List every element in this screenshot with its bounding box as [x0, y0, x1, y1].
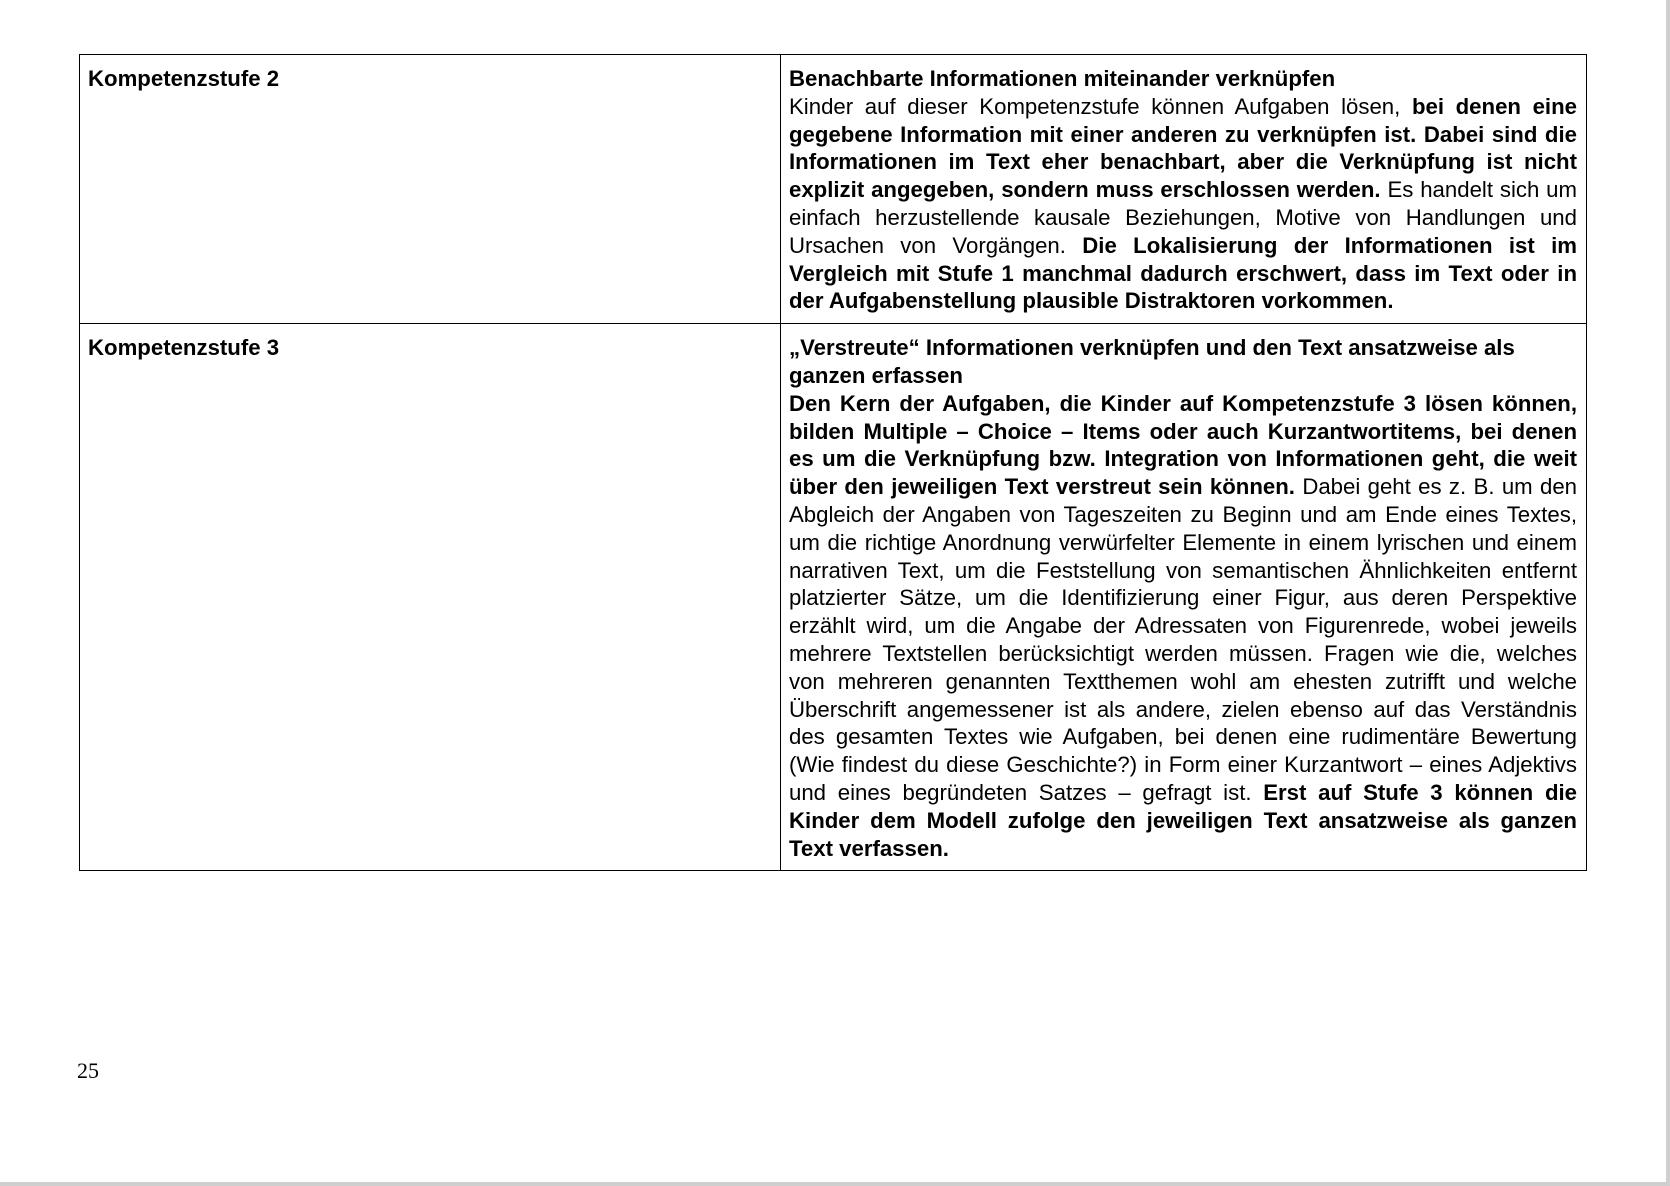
- competency-table: [79, 54, 1587, 871]
- description-cell: [781, 55, 1587, 324]
- level-cell: [80, 55, 781, 324]
- description-text: Es handelt sich um einfach herzustellende kausale Beziehungen, Motive von Handlungen und Ursachen von Vorgängen.: [789, 177, 1577, 258]
- level-label: Kompetenzstufe 2: [88, 66, 280, 91]
- description-text: Dabei geht es z. B. um den Abgleich der Angaben von Tageszeiten zu Beginn und am Ende eines Textes, um die richtige Anordnung verwürfelter Elemente in einem lyrischen und einem narrativen Text, um die Feststellung von semantischen Ähnlichkeiten entfernt platzierter Sätze, um die Identifizierung einer Figur, aus deren Perspektive erzählt wird, um die Angabe der Adressaten von Figurenrede, wobei jeweils mehrere Textstellen berücksichtigt werden müssen. Fragen wie die, welches von mehreren genannten Textthemen wohl am ehesten zutrifft und welche Überschrift angemessener ist als andere, zielen ebenso auf das Verständnis des gesamten Textes wie Aufgaben, bei denen eine rudimentäre Bewertung (Wie findest du diese Geschichte?) in Form einer Kurzantwort – eines Adjektivs und eines begründeten Satzes – gefragt ist.: [789, 474, 1577, 805]
- page-bottom-edge: [0, 1182, 1670, 1186]
- level-cell: [80, 324, 781, 871]
- description-emphasis: Die Lokalisierung der Informationen ist im Vergleich mit Stufe 1 manchmal dadurch erschwert, dass im Text oder in der Aufgabenstellung plausible Distraktoren vorkommen.: [789, 232, 1578, 314]
- description-cell: [781, 324, 1587, 871]
- level-heading: „Verstreute“ Informationen verknüpfen und den Text ansatzweise als ganzen erfassen: [789, 335, 1515, 388]
- level-heading: Benachbarte Informationen miteinander verknüpfen: [789, 66, 1336, 91]
- description-emphasis: Den Kern der Aufgaben, die Kinder auf Kompetenzstufe 3 lösen können, bilden Multiple – Choice – Items oder auch Kurzantwortitems, bei denen es um die Verknüpfung bzw. Integration von Informationen geht, die weit über den jeweiligen Text verstreut sein können.: [789, 390, 1577, 500]
- table-row: [80, 55, 1587, 324]
- description-emphasis: bei denen eine gegebene Information mit einer anderen zu verknüpfen ist. Dabei sind die Informationen im Text eher benachbart, aber die Verknüpfung ist nicht explizit angegeben, sondern muss erschlossen werden.: [789, 93, 1577, 203]
- description-emphasis: Erst auf Stufe 3 können die Kinder dem Modell zufolge den jeweiligen Text ansatzweise als ganzen Text verfassen.: [789, 779, 1577, 861]
- level-label: Kompetenzstufe 3: [88, 335, 280, 361]
- page-right-edge: [1666, 0, 1670, 1186]
- table-row: [80, 324, 1587, 871]
- description-text: Kinder auf dieser Kompetenzstufe können Aufgaben lösen,: [789, 93, 1412, 119]
- page-number: 25: [77, 1058, 99, 1083]
